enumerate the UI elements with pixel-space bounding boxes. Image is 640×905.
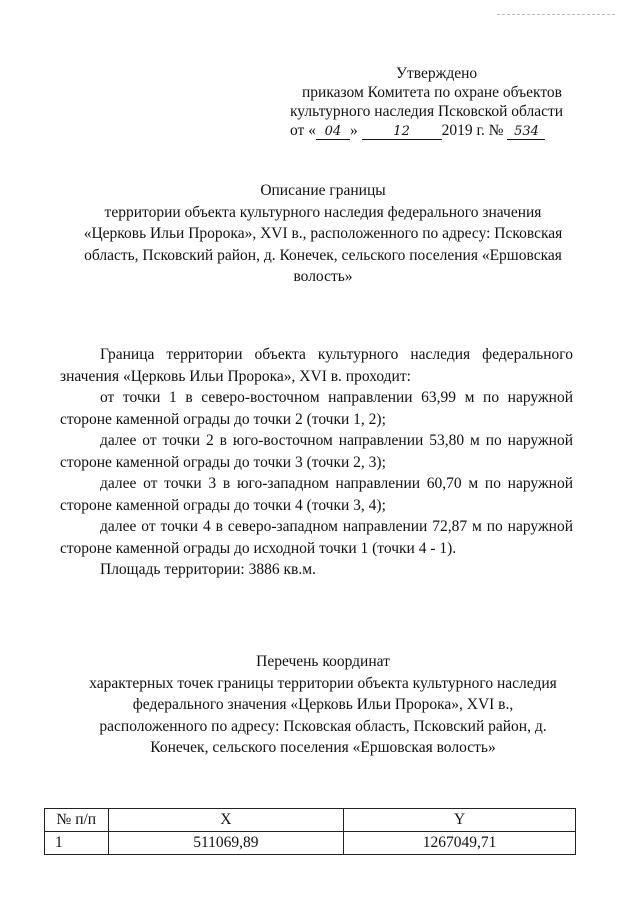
approval-heading: Утверждено [396,65,478,82]
column-header-number: № п/п [45,809,109,832]
title-line-4: область, Псковский район, д. Конечек, сельского поселения «Ершовская [84,246,562,264]
title-line-3: «Церковь Ильи Пророка», XVI в., расположенного по адресу: Псковская [83,225,563,242]
table-header-row [45,809,576,832]
cell-y: 1267049,71 [344,832,576,855]
approval-order-line: приказом Комитета по охране объектов [302,84,563,101]
title-line-5: волость» [293,268,353,285]
table-row [45,832,576,855]
list-title-line-4: расположенного по адресу: Псковская область, Псковский район, д. [99,717,547,735]
date-prefix: от « [290,122,316,139]
column-header-y: Y [344,809,576,832]
approval-committee-line: культурного наследия Псковской области [290,103,564,120]
list-title-line-3: федерального значения «Церковь Ильи Пророка», XVI в., [132,696,514,713]
approval-date-line [290,121,545,140]
body-paragraph-segment-1: от точки 1 в северо-восточном направлении 63,99 м по наружной стороне каменной ограды до точки 2 (точки 1, 2); [60,389,573,428]
date-mid: » [349,122,358,139]
list-title-line-1: Перечень координат [256,653,390,670]
cell-point-number: 1 [45,832,109,855]
handwritten-order-number: 534 [507,125,545,140]
body-paragraph-segment-2: далее от точки 2 в юго-восточном направлении 53,80 м по наружной стороне каменной ограды до точки 3 (точки 2, 3); [60,432,573,471]
coordinates-table [44,808,576,855]
body-paragraph-segment-3: далее от точки 3 в юго-западном направлении 60,70 м по наружной стороне каменной ограды до точки 4 (точки 3, 4); [60,475,573,514]
list-title-line-2: характерных точек границы территории объекта культурного наследия [89,674,557,692]
scan-mark [497,14,615,15]
body-paragraph-segment-4: далее от точки 4 в северо-западном направлении 72,87 м по наружной стороне каменной ограды до исходной точки 1 (точки 4 - 1). [60,518,573,557]
handwritten-day: 04 [316,125,350,140]
title-line-2: территории объекта культурного наследия федерального значения [104,203,542,221]
description-title [40,180,606,288]
title-line-1: Описание границы [260,182,386,199]
body-paragraph-area: Площадь территории: 3886 кв.м. [100,561,316,578]
cell-x: 511069,89 [108,832,343,855]
body-paragraph-intro: Граница территории объекта культурного наследия федерального значения «Церковь Ильи Пророка», XVI в. проходит: [60,346,573,385]
handwritten-month: 12 [362,125,442,140]
column-header-x: X [108,809,343,832]
list-title-line-5: Конечек, сельского поселения «Ершовская волость» [150,739,496,756]
boundary-description [60,344,573,581]
coordinates-list-title [40,651,606,759]
date-year: 2019 г. № [441,122,504,139]
